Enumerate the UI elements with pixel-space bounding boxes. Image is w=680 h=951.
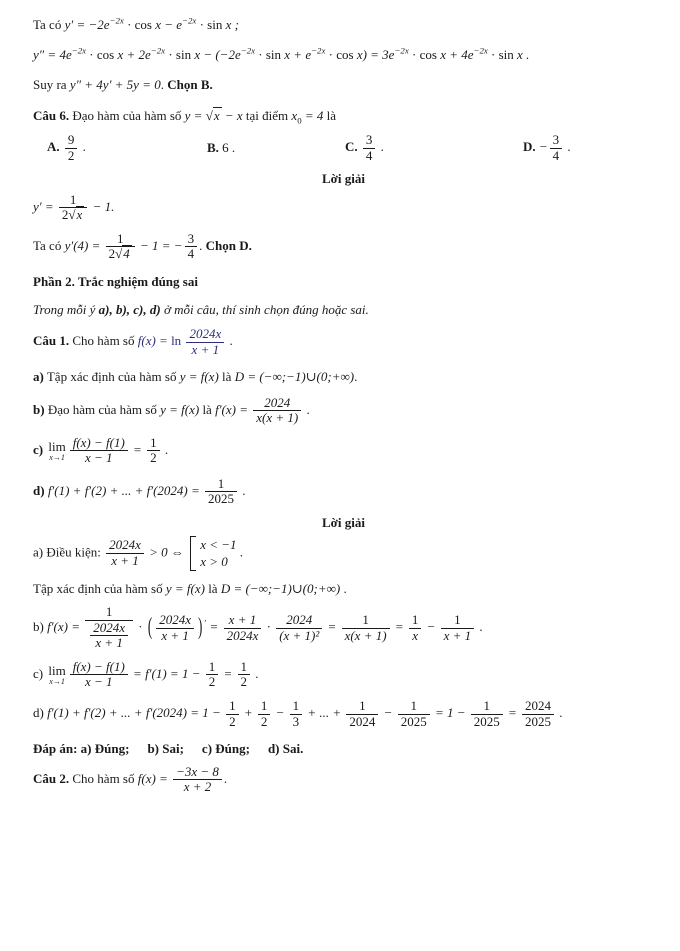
text-seg: . bbox=[303, 401, 310, 417]
text-seg: a), b), c), d) bbox=[98, 301, 161, 317]
option-label: D. bbox=[523, 139, 539, 155]
fraction bbox=[65, 133, 78, 163]
text-seg: . bbox=[340, 580, 347, 596]
denominator bbox=[59, 208, 87, 223]
solution-line-q6-1 bbox=[33, 193, 654, 223]
numerator: 2024x bbox=[106, 538, 144, 554]
math-seg: x + 4e bbox=[440, 46, 474, 62]
text-seg: . bbox=[252, 665, 259, 681]
math-seg: y = f(x) bbox=[179, 369, 219, 385]
math-seg: · sin bbox=[196, 17, 226, 32]
numerator: 3 bbox=[363, 133, 376, 149]
text-seg: . bbox=[476, 619, 483, 635]
numerator: −3x − 8 bbox=[173, 765, 222, 781]
numerator: x + 1 bbox=[224, 613, 262, 629]
text-seg: . bbox=[79, 139, 86, 155]
instruction-line bbox=[33, 301, 654, 319]
numerator: 1 bbox=[409, 613, 422, 629]
denominator: x bbox=[412, 627, 418, 643]
inner-fraction bbox=[90, 621, 128, 651]
math-seg: x ; bbox=[225, 17, 239, 32]
denominator: 2025 bbox=[473, 713, 500, 729]
math-seg: f(x) = bbox=[137, 770, 172, 786]
radical-icon: √ bbox=[68, 207, 76, 223]
square-root bbox=[68, 206, 84, 222]
fraction bbox=[550, 133, 563, 163]
math-seg: y″ + 4y′ + 5y = 0 bbox=[69, 77, 161, 93]
denominator: 2 bbox=[67, 147, 75, 163]
fraction bbox=[224, 613, 262, 643]
fraction bbox=[156, 613, 194, 643]
denominator: 2 bbox=[240, 674, 248, 690]
math-seg: y′ = bbox=[33, 198, 57, 214]
numerator: 2024 bbox=[253, 396, 301, 412]
fraction bbox=[238, 660, 251, 690]
math-seg: x . bbox=[517, 46, 530, 62]
text-seg: Đạo hàm của hàm số bbox=[44, 401, 161, 417]
solution-a-line bbox=[33, 536, 654, 571]
fraction bbox=[290, 699, 303, 729]
solution-line-q5-3 bbox=[33, 76, 654, 94]
fraction bbox=[522, 699, 554, 729]
denominator: 2 bbox=[229, 713, 236, 729]
exponent: −2x bbox=[394, 45, 409, 56]
fraction bbox=[59, 193, 87, 223]
lim-label: lim bbox=[48, 662, 66, 678]
text-seg: Suy ra bbox=[33, 77, 70, 93]
denominator: 4 bbox=[552, 147, 560, 163]
denominator: 2024 bbox=[349, 713, 376, 729]
text-seg: . bbox=[160, 77, 168, 93]
case-row: x > 0 bbox=[200, 554, 228, 570]
equation bbox=[137, 326, 226, 357]
answer-key-b: b) Sai; bbox=[147, 741, 184, 757]
text-seg: . bbox=[226, 333, 233, 349]
denominator: x + 1 bbox=[95, 635, 123, 651]
math-seg: = bbox=[206, 619, 222, 635]
statement-a bbox=[33, 368, 654, 386]
math-seg: − 1. bbox=[89, 198, 115, 214]
text-seg: . bbox=[564, 139, 571, 155]
denominator: x(x + 1) bbox=[344, 627, 387, 643]
math-seg: x + 2e bbox=[117, 46, 151, 62]
math-seg: · sin bbox=[255, 46, 285, 62]
numerator: 1 bbox=[106, 232, 135, 248]
math-seg: x − e bbox=[155, 17, 183, 32]
ln-operator: ln bbox=[171, 333, 185, 349]
math-seg: f′(1) + f′(2) + ... + f′(2024) = bbox=[44, 482, 203, 498]
lim-subscript: x→1 bbox=[49, 452, 65, 462]
prime-superscript: ′ bbox=[204, 617, 207, 628]
option-label: B. bbox=[207, 140, 223, 156]
exponent: −2x bbox=[109, 15, 124, 26]
math-seg: = 1 − bbox=[431, 704, 469, 720]
text-seg: . bbox=[239, 482, 246, 498]
answer-options-row bbox=[33, 133, 654, 163]
fraction bbox=[106, 538, 144, 568]
radicand: x bbox=[213, 107, 220, 123]
statement-label: d) bbox=[33, 482, 45, 498]
question-6-heading bbox=[33, 107, 654, 125]
text-seg: a) Điều kiện: bbox=[33, 544, 105, 560]
left-paren-icon: ( bbox=[147, 611, 153, 640]
numerator: 1 bbox=[290, 699, 303, 715]
text-seg: . bbox=[556, 704, 563, 720]
numerator: 9 bbox=[65, 133, 78, 149]
denominator: (x + 1)² bbox=[279, 627, 320, 643]
denominator bbox=[85, 621, 133, 651]
text-seg: Tập xác định của hàm số bbox=[43, 369, 180, 385]
statement-b bbox=[33, 396, 654, 426]
numerator: 1 bbox=[346, 699, 378, 715]
exponent: −2x bbox=[473, 45, 488, 56]
numerator: 1 bbox=[206, 660, 219, 676]
cases-bracket bbox=[190, 536, 236, 571]
fraction bbox=[409, 613, 422, 643]
math-seg: y′(4) = bbox=[64, 237, 104, 253]
exponent: −2x bbox=[150, 45, 166, 56]
math-seg: · cos bbox=[408, 46, 441, 62]
math-seg: x) = 3e bbox=[356, 46, 395, 62]
math-seg: + ... + bbox=[304, 704, 345, 720]
denominator: x(x + 1) bbox=[256, 410, 299, 426]
text-seg: ở mỗi câu, thí sinh chọn đúng hoặc sai. bbox=[160, 301, 369, 317]
numerator: 2024x bbox=[90, 621, 128, 637]
radical-icon: √ bbox=[205, 107, 213, 123]
statement-label: c) bbox=[33, 441, 44, 457]
statement-label: a) bbox=[33, 369, 44, 385]
denominator: 2025 bbox=[208, 491, 234, 507]
question-label: Câu 1. bbox=[33, 333, 70, 349]
fraction bbox=[106, 232, 135, 262]
statement-label: b) bbox=[33, 401, 45, 417]
option-a bbox=[47, 133, 207, 163]
denominator: 4 bbox=[187, 246, 195, 262]
fraction bbox=[205, 477, 237, 507]
limit-operator bbox=[48, 440, 65, 462]
option-b bbox=[207, 139, 345, 157]
numerator: 1 bbox=[441, 613, 475, 629]
question-2-heading bbox=[33, 765, 654, 795]
exponent: −2x bbox=[240, 45, 256, 56]
math-seg: = f′(1) = 1 − bbox=[129, 665, 204, 681]
math-seg: = bbox=[324, 619, 340, 635]
text-seg: Trong mỗi ý bbox=[33, 301, 99, 317]
numerator: f(x) − f(1) bbox=[70, 436, 128, 452]
math-seg: y′ = −2e bbox=[64, 17, 110, 32]
math-seg: y = f(x) bbox=[165, 580, 205, 596]
text-seg: Ta có bbox=[33, 237, 65, 253]
solution-header-label: Lời giải bbox=[322, 515, 365, 531]
math-seg: f(x) = bbox=[137, 333, 172, 349]
fraction bbox=[70, 660, 128, 690]
fraction bbox=[346, 699, 378, 729]
math-seg: − 1 = − bbox=[136, 237, 183, 253]
numerator: 1 bbox=[205, 477, 237, 493]
denominator: 2025 bbox=[400, 713, 427, 729]
radicand: 4 bbox=[123, 246, 130, 262]
answer-key-line bbox=[33, 740, 654, 758]
solution-line-q6-2 bbox=[33, 232, 654, 262]
fraction bbox=[186, 327, 224, 357]
math-seg: y = bbox=[184, 107, 206, 123]
text-seg: là bbox=[204, 580, 221, 596]
fraction bbox=[70, 436, 128, 466]
text-seg: là bbox=[218, 369, 235, 385]
cases-stack bbox=[200, 536, 236, 571]
math-seg: · sin bbox=[487, 46, 518, 62]
denominator: 2 bbox=[150, 450, 157, 466]
numerator: 1 bbox=[398, 699, 430, 715]
exponent: −2x bbox=[311, 45, 326, 56]
numerator: 2024x bbox=[156, 613, 194, 629]
math-seg: · cos bbox=[86, 46, 118, 62]
math-seg: f′(x) = bbox=[47, 619, 84, 635]
square-root bbox=[115, 245, 132, 261]
answer-choice: Chọn B. bbox=[167, 77, 213, 93]
math-seg: − bbox=[380, 704, 396, 720]
math-seg: x − (−2e bbox=[194, 46, 241, 62]
fraction bbox=[258, 699, 271, 729]
numerator: 1 bbox=[471, 699, 503, 715]
solution-a-line-2 bbox=[33, 580, 654, 598]
case-row: x < −1 bbox=[200, 536, 237, 552]
fraction bbox=[206, 660, 219, 690]
fraction bbox=[363, 133, 376, 163]
math-seg: f′(x) = bbox=[215, 401, 252, 417]
question-label: Câu 2. bbox=[33, 770, 70, 786]
math-seg: D = (−∞;−1)∪(0;+∞) bbox=[220, 580, 341, 596]
numerator: 1 bbox=[85, 605, 133, 621]
numerator: 1 bbox=[147, 436, 160, 452]
text-seg: 6 . bbox=[222, 140, 236, 156]
denominator: x + 2 bbox=[183, 779, 212, 795]
subscript: 0 bbox=[297, 115, 302, 126]
part-2-heading bbox=[33, 273, 654, 291]
math-seg: + bbox=[240, 704, 256, 720]
text-seg: . bbox=[377, 139, 384, 155]
numerator: 1 bbox=[226, 699, 239, 715]
numerator: 1 bbox=[238, 660, 251, 676]
option-d bbox=[523, 133, 571, 163]
text-seg: . bbox=[354, 369, 358, 385]
text-seg: là bbox=[199, 401, 216, 417]
exponent: −2x bbox=[182, 15, 197, 26]
solution-b-line bbox=[33, 605, 654, 651]
denominator: 3 bbox=[292, 713, 300, 729]
option-label: A. bbox=[47, 139, 63, 155]
numerator: 3 bbox=[550, 133, 563, 149]
fraction bbox=[276, 613, 322, 643]
fraction bbox=[471, 699, 503, 729]
math-seg: D = (−∞;−1)∪(0;+∞) bbox=[234, 369, 355, 385]
numerator: 3 bbox=[185, 232, 198, 248]
answer-key-c: c) Đúng; bbox=[201, 741, 250, 757]
math-seg: = bbox=[391, 619, 407, 635]
text-seg: Cho hàm số bbox=[69, 770, 138, 786]
radicand: x bbox=[76, 207, 83, 223]
question-label: Câu 6. bbox=[33, 107, 70, 123]
math-seg: · bbox=[263, 619, 275, 635]
solution-header bbox=[33, 170, 654, 188]
lim-label: lim bbox=[48, 438, 66, 454]
denominator: 2 bbox=[208, 674, 216, 690]
text-seg: d) bbox=[33, 704, 48, 720]
text-seg: Cho hàm số bbox=[69, 333, 138, 349]
math-seg: − bbox=[423, 619, 439, 635]
fraction bbox=[253, 396, 301, 426]
numerator: f(x) − f(1) bbox=[70, 660, 128, 676]
denominator: x − 1 bbox=[84, 674, 113, 690]
math-seg: x bbox=[291, 107, 298, 123]
math-seg: y″ = 4e bbox=[33, 46, 72, 62]
text-seg: . bbox=[199, 237, 206, 253]
denominator: x − 1 bbox=[84, 450, 113, 466]
math-seg: = bbox=[129, 441, 146, 457]
math-seg: = 4 bbox=[301, 107, 324, 123]
math-seg: − bbox=[538, 139, 548, 155]
math-seg: · sin bbox=[165, 46, 195, 62]
math-seg: 2 bbox=[61, 207, 69, 223]
fraction bbox=[226, 699, 239, 729]
text-seg: Ta có bbox=[33, 17, 65, 32]
denominator: 4 bbox=[365, 147, 373, 163]
numerator: 1 bbox=[258, 699, 271, 715]
numerator: 1 bbox=[59, 193, 87, 209]
solution-line-q5-1 bbox=[33, 16, 654, 34]
part-2-title: Phần 2. Trắc nghiệm đúng sai bbox=[33, 274, 198, 290]
answer-key-d: d) Sai. bbox=[267, 741, 304, 757]
lim-subscript: x→1 bbox=[49, 676, 65, 686]
answer-choice: Chọn D. bbox=[205, 237, 252, 253]
numerator: 2024x bbox=[186, 327, 224, 343]
exponent: −2x bbox=[71, 45, 87, 56]
text-seg: . bbox=[223, 770, 228, 786]
denominator: x + 1 bbox=[161, 627, 189, 643]
math-seg: = bbox=[504, 704, 521, 720]
nested-fraction bbox=[85, 605, 133, 651]
math-seg: 2 bbox=[108, 246, 116, 262]
square-root bbox=[206, 107, 222, 123]
left-bracket-icon bbox=[190, 536, 196, 571]
statement-c bbox=[33, 436, 654, 466]
denominator: x + 1 bbox=[191, 341, 220, 357]
math-seg: − x bbox=[221, 107, 243, 123]
text-seg: tại điểm bbox=[242, 107, 292, 123]
solution-header bbox=[33, 514, 654, 532]
solution-line-q5-2 bbox=[33, 46, 654, 64]
denominator: 2 bbox=[260, 713, 268, 729]
math-seg: = bbox=[220, 665, 236, 681]
denominator: x + 1 bbox=[111, 552, 139, 568]
answer-key-a: Đáp án: a) Đúng; bbox=[33, 741, 130, 757]
fraction bbox=[441, 613, 475, 643]
math-seg: x + e bbox=[284, 46, 312, 62]
statement-d bbox=[33, 477, 654, 507]
text-seg: . bbox=[236, 544, 244, 560]
math-seg: · cos bbox=[325, 46, 357, 62]
text-seg: Tập xác định của hàm số bbox=[33, 580, 166, 596]
denominator: 2024x bbox=[226, 627, 259, 643]
numerator: 1 bbox=[342, 613, 390, 629]
text-seg: b) bbox=[33, 619, 48, 635]
math-seg: > 0 ⇔ bbox=[145, 544, 188, 560]
text-seg: là bbox=[323, 107, 337, 123]
fraction bbox=[173, 765, 222, 795]
solution-c-line bbox=[33, 660, 654, 690]
fraction bbox=[342, 613, 390, 643]
denominator: x + 1 bbox=[443, 627, 472, 643]
limit-operator bbox=[48, 664, 65, 686]
math-seg: · bbox=[135, 619, 146, 635]
right-paren-icon: ) bbox=[198, 611, 203, 640]
math-seg: · cos bbox=[123, 17, 156, 32]
math-seg: y = f(x) bbox=[160, 401, 200, 417]
fraction bbox=[398, 699, 430, 729]
text-seg: . bbox=[161, 441, 169, 457]
numerator: 2024 bbox=[522, 699, 554, 715]
denominator bbox=[106, 247, 135, 262]
fraction bbox=[147, 436, 160, 466]
option-c bbox=[345, 133, 523, 163]
solution-header-label: Lời giải bbox=[322, 171, 365, 187]
question-1-heading bbox=[33, 327, 654, 357]
denominator: 2025 bbox=[525, 713, 552, 729]
option-label: C. bbox=[345, 139, 361, 155]
math-seg: f′(1) + f′(2) + ... + f′(2024) = 1 − bbox=[47, 704, 225, 720]
radical-icon: √ bbox=[115, 246, 123, 262]
text-seg: c) bbox=[33, 665, 47, 681]
solution-d-line bbox=[33, 699, 654, 729]
numerator: 2024 bbox=[276, 613, 322, 629]
fraction bbox=[185, 232, 198, 262]
math-seg: − bbox=[272, 704, 288, 720]
text-seg: Đạo hàm của hàm số bbox=[69, 107, 185, 123]
